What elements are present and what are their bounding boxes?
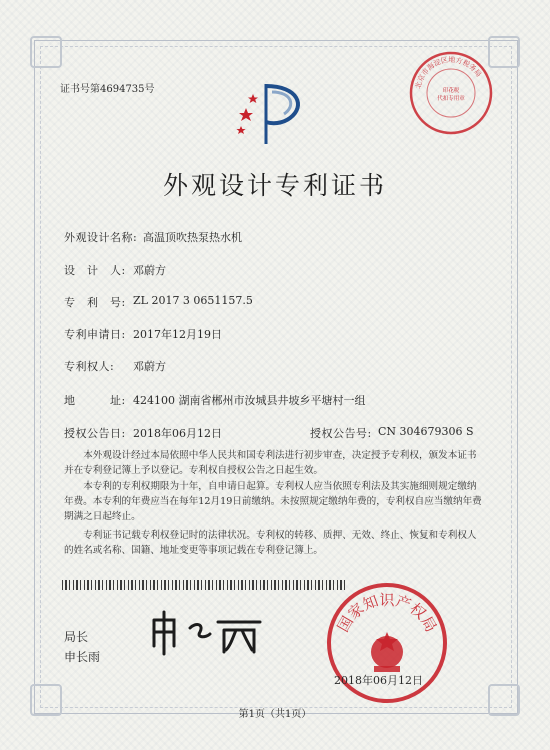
seal-text: 国家知识产权局 — [333, 591, 441, 636]
certificate-number: 证书号第4694735号 — [60, 84, 155, 95]
page-number: 第1页（共1页） — [238, 709, 312, 720]
field-value-design-name: 高温顶吹热泵热水机 — [143, 231, 242, 244]
director-title: 局长 — [64, 630, 89, 644]
field-label-application-date: 专利申请日: — [64, 328, 126, 341]
corner-ornament-top-left — [30, 36, 62, 68]
paragraph-grant: 本外观设计经过本局依照中华人民共和国专利法进行初步审查，决定授予专利权，颁发本证书并在专利登记簿上予以登记。专利权自授权公告之日起生效。 — [64, 450, 477, 476]
paragraph-legal-status: 专利证书记载专利权登记时的法律状况。专利权的转移、质押、无效、终止、恢复和专利权人的姓名或名称、国籍、地址变更等事项记载在专利登记簿上。 — [64, 530, 477, 556]
field-value-patent-number: ZL 2017 3 0651157.5 — [133, 294, 253, 307]
certificate-title: 外观设计专利证书 — [162, 171, 387, 200]
field-value-application-date: 2017年12月19日 — [133, 328, 222, 341]
field-label-patentee: 专利权人: — [64, 360, 115, 373]
director-name: 申长雨 — [64, 650, 101, 664]
field-label-patent-number: 专 利 号: — [64, 296, 126, 309]
paragraph-term: 本专利的专利权期限为十年，自申请日起算。专利权人应当依照专利法及其实施细则规定缴纳年费。本专利的年费应当在每年12月19日前缴纳。未按照规定缴纳年费的，专利权自应当缴纳年费期满之日起终止。 — [64, 481, 482, 522]
tax-stamp-ring-text: 北京市海淀区地方税务局 — [414, 55, 483, 90]
field-label-address: 地 址: — [64, 394, 126, 407]
field-value-address: 424100 湖南省郴州市汝城县井坡乡平塘村一组 — [133, 394, 366, 407]
announce-date-value: 2018年06月12日 — [133, 427, 222, 440]
barcode — [62, 580, 347, 590]
official-seal-icon — [322, 578, 452, 708]
patent-office-logo-icon — [236, 78, 316, 150]
tax-stamp-icon — [408, 50, 494, 136]
director-signature — [148, 608, 268, 658]
field-label-design-name: 外观设计名称: — [64, 231, 138, 244]
announce-number-label: 授权公告号: — [310, 427, 372, 440]
field-value-patentee: 邓蔚方 — [133, 360, 166, 373]
tax-stamp-center-text-2: 代扣专用章 — [437, 96, 465, 102]
field-value-designer: 邓蔚方 — [133, 264, 166, 277]
field-label-designer: 设 计 人: — [64, 264, 126, 277]
announce-number-value: CN 304679306 S — [378, 425, 474, 438]
tax-stamp-center-text: 印花税 — [442, 88, 460, 94]
announce-date-label: 授权公告日: — [64, 427, 126, 440]
seal-date: 2018年06月12日 — [334, 674, 423, 687]
